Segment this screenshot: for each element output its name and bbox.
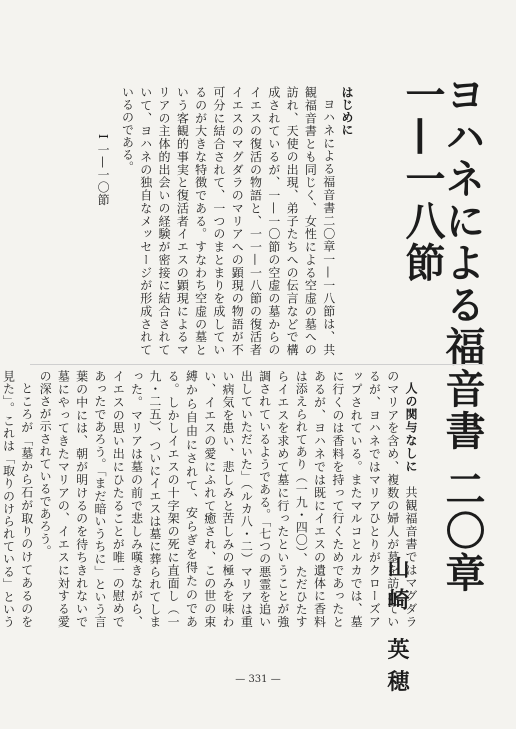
section-number: I 一—一〇節 — [96, 134, 111, 207]
section-paragraph-1: 共観福音書ではマグダラのマリアを含め、複数の婦人が墓を訪れているが、ヨハネではマリアひとりがクローズアップされている。またマルコとルカでは、墓に行くのは香料を持って行くためであったとあるが、ヨハネでは既にイエスの遺体に香料は添えられてあり（一九・四〇）、ただひたすらイエスを求めて墓に行ったということが強調されているようである。「七つの悪霊を追い出していただいた」（ルカ八・二）マリアは重い病気を患い、悲しみと苦しみの極みを味わい、イエスの愛にふれて癒され、この世の束縛から自由にされて、安らぎを得たのである。しかしイエスの十字架の死に直面し（一九・二五）、ついにイエスは墓に葬られてしまった。マリアは墓の前で悲しみ嘆きながら、イエスの思い出にひたることが唯一の慰めであったであろう。「まだ暗いうちに」という言葉の中には、朝が明けるのを待ちきれないで墓にやってきたマリアの、イエスに対する愛の深さが示されているであろう。 — [38, 370, 418, 629]
article-title: ヨハネによる福音書 二〇章一—一八節 — [399, 74, 486, 594]
section-paragraph-2: ところが「墓から石が取りのけてあるのを見た」。これは「取りのけられている」という — [1, 370, 34, 628]
section-subheading: 人の関与なしに — [404, 382, 418, 473]
upper-text-block — [40, 86, 356, 356]
column-divider — [30, 364, 484, 365]
intro-paragraph: ヨハネによる福音書二〇章一—一八節は、共観福音書とも同じく、女性による空虚の墓への訪れ、天使の出現、弟子たちへの伝言などで構成されているが、一—一〇節の空虚の墓からのイエスの復活の物語と、一一—一八節の復活者イエスのマグダラのマリアへの顕現の物語が不可分に結合されて、一つのまとまりを成しているのが大きな特徴である。すなわち空虚の墓という客観的事実と復活者イエスの顕現によるマリアの主体的出会いの経験が密接に結合されていて、ヨハネの独自なメッセージが形成されているのである。 — [120, 86, 336, 356]
section-body — [36, 370, 420, 628]
author-name: 山崎 英穂 — [384, 556, 410, 702]
intro-heading: はじめに — [340, 86, 354, 136]
page-number: — 331 — — [235, 674, 281, 685]
